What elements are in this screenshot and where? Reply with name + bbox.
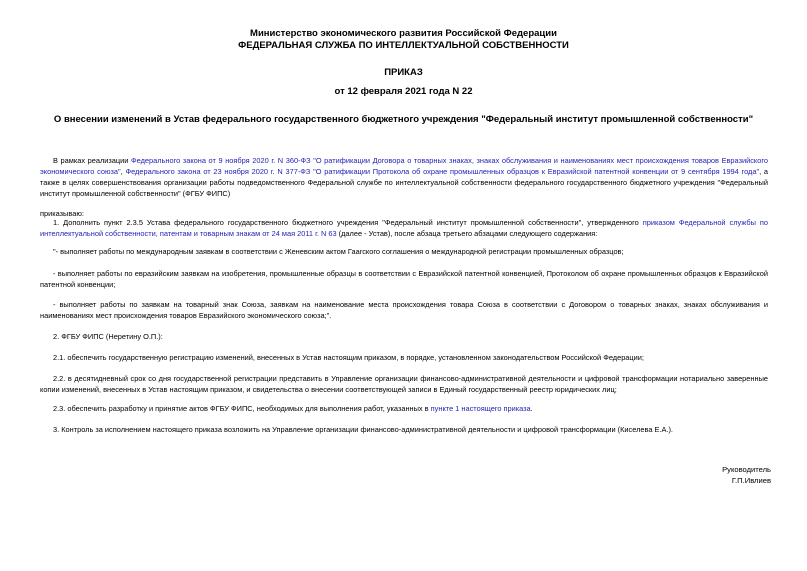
ministry-name: Министерство экономического развития Российской Федерации (250, 28, 557, 39)
signatory-role: Руководитель (722, 465, 771, 474)
item-1-reference-link[interactable]: пункте 1 настоящего приказа (430, 404, 531, 413)
document-header (0, 28, 807, 52)
federal-law-360-link[interactable]: Федерального закона от 9 ноября 2020 г. N 360-ФЗ "О ратификации Договора о товарных знаках, знаках обслуживания и наименованиях мест происхождения товаров Евразийского экономического союза" (40, 156, 768, 176)
item-1-paragraph: 1. Дополнить пункт 2.3.5 Устава федерального государственного бюджетного учреждения "Федеральный институт промышленной собственности", утвержденного приказом Федеральной службы по интеллектуальной собственности, патентам и товарным знакам от 24 мая 2011 г. N 63 (далее - Устав), после абзаца третьего абзацами следующего содержания: (40, 218, 768, 238)
order-word: приказываю: (40, 209, 84, 218)
item-2-3-paragraph: 2.3. обеспечить разработку и принятие актов ФГБУ ФИПС, необходимых для выполнения работ, указанных в пункте 1 настоящего приказа. (53, 404, 533, 413)
document-type: ПРИКАЗ (384, 67, 423, 78)
preamble-paragraph: В рамках реализации Федерального закона от 9 ноября 2020 г. N 360-ФЗ "О ратификации Договора о товарных знаках, знаках обслуживания и наименованиях мест происхождения товаров Евразийского экономического союза", Федерального закона от 23 ноября 2020 г. N 377-ФЗ "О ратификации Протокола об охране промышленных образцов к Евразийской патентной конвенции от 9 сентября 1994 года", а также в целях совершенствования организации работы подведомственного Федеральной службе по интеллектуальной собственности федерального государственного бюджетного учреждения "Федеральный институт промышленной собственности" (ФГБУ ФИПС) (40, 156, 769, 198)
item-2-paragraph: 2. ФГБУ ФИПС (Неретину О.П.): (53, 332, 163, 341)
signatory-name: Г.П.Ивлиев (731, 476, 771, 485)
item-2-2-paragraph: 2.2. в десятидневный срок со дня государственной регистрации представить в Управление организации финансово-административной деятельности и цифровой трансформации нотариально заверенные копии изменений, внесенных в Устав настоящим приказом, и свидетельства о внесении соответствующей записи в Единый государственный реестр юридических лиц; (40, 374, 768, 394)
item-3-paragraph: 3. Контроль за исполнением настоящего приказа возложить на Управление организации финансово-административной деятельности и цифровой трансформации (Киселева Е.А.). (53, 425, 673, 434)
service-name: ФЕДЕРАЛЬНАЯ СЛУЖБА ПО ИНТЕЛЛЕКТУАЛЬНОЙ СОБСТВЕННОСТИ (238, 40, 569, 51)
quote-paragraph-1: "- выполняет работы по международным заявкам в соответствии с Женевским актом Гаагского соглашения о международной регистрации промышленных образцов; (53, 247, 624, 256)
quote-paragraph-3: - выполняет работы по заявкам на товарный знак Союза, заявкам на наименование места происхождения товара Союза в соответствии с Договором о товарных знаках, знаках обслуживания и наименованиях мест происхождения товаров Евразийского экономического союза;". (40, 300, 768, 320)
item-2-1-paragraph: 2.1. обеспечить государственную регистрацию изменений, внесенных в Устав настоящим приказом, в порядке, установленном законодательством Российской Федерации; (53, 353, 644, 362)
signature-block (722, 464, 771, 486)
document-title: О внесении изменений в Устав федерального государственного бюджетного учреждения "Федеральный институт промышленной собственности" (53, 114, 754, 125)
order-63-link[interactable]: приказом Федеральной службы по интеллектуальной собственности, патентам и товарным знакам от 24 мая 2011 г. N 63 (40, 218, 768, 238)
document-date-number: от 12 февраля 2021 года N 22 (334, 86, 473, 97)
quote-paragraph-2: - выполняет работы по евразийским заявкам на изобретения, промышленные образцы в соответствии с Евразийской патентной конвенцией, Протоколом об охране промышленных образцов к Евразийской патентной конвенции; (40, 269, 768, 289)
federal-law-377-link[interactable]: Федерального закона от 23 ноября 2020 г. N 377-ФЗ "О ратификации Протокола об охране промышленных образцов к Евразийской патентной конвенции от 9 сентября 1994 года" (125, 167, 760, 176)
